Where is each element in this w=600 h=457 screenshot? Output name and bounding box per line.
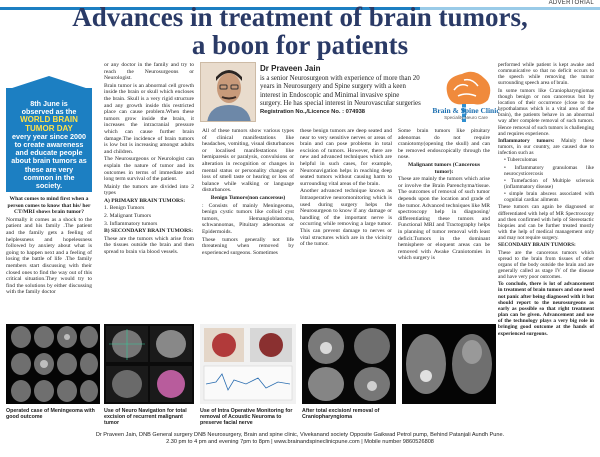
subheading: Malignant tumors (Cancerous tumor): xyxy=(408,161,480,175)
doctor-photo xyxy=(200,62,256,122)
paragraph: These are the tumors which arise from the tissues outside the brain and then spread to brain via blood vessels. xyxy=(104,235,194,256)
paragraph: The Neurosurgeons or Neurologist can explain the nature of tumor and its outcomes in terms of immediate and long term survival of the patient. xyxy=(104,156,194,183)
list-item-text: Tuberculomas xyxy=(507,157,538,164)
advertorial-label: ADVERTORIAL xyxy=(548,0,594,6)
image-caption-3: Use of Intra Operative Monitoring for removal of Acoustic Neuroma to preserve facial nerve xyxy=(200,408,293,427)
footer-address: Dr Praveen Jain, DNB General surgery DNB Neurosurgery, Brain and spine clinic, Vivekanand society Opposite Gaikwad Petrol pump, Behind Patanjali Aundh Pune. xyxy=(95,432,505,438)
paragraph: performed while patient is kept awake and communicative so that no deficit occurs to the speech while removing the tumor surrounding speech area of brain. xyxy=(498,62,594,87)
list-item-text: Inflammatory granulomas like neurocysticercosis xyxy=(504,164,594,177)
list-item: • simple brain abscess associated with cognitial cardiac ailments xyxy=(504,191,595,204)
paragraph: Mainly the tumors are divided into 2 types xyxy=(104,183,194,197)
list-item: • Tumefaction of Multiple sclerosis (inflammatory disease) xyxy=(504,177,594,190)
mri-scan-image-1 xyxy=(6,324,100,404)
list-item: • Inflammatory granulomas like neurocysticercosis xyxy=(504,164,594,177)
subheading: A) PRIMARY BRAIN TUMORS: xyxy=(104,197,186,204)
intraoperative-monitoring-icon xyxy=(200,324,296,404)
paragraph: Some brain tumors like pituitary adenomas do not require craniotomy(opening the skull) and can be removed endoscopically through the nose. xyxy=(398,128,490,161)
list-item: 1. Benign Tumors xyxy=(104,205,145,212)
mri-scan-image-2 xyxy=(104,324,194,404)
logo-title: Brain & Spine Clinic xyxy=(432,106,500,115)
footer-contact xyxy=(0,432,600,446)
paragraph: In some tumors like Craniopharyngiomas though benign or non cancerous but by location of their occurrence (close to the hypothalamus which is a vital area of the brain), the patients behave in an abnormal way after complete removal of such tumors. Hence removal of such tumors is challenging and requires experience. xyxy=(498,87,594,137)
paragraph: These are mainly the tumors which arise or involve the Brain Parenchyma/tissue. The outcomes of removal of such tumor depends upon the location and grade of the tumor. Advanced techniques like MR spectroscopy help in diagnosing/ differentiating these tumors and Functional MRI and Tractography helps in planning of tumor removal with least deficit.Tumors in the dominant hemisphere or eloquent areas can be removed with Awake Craniotomies in which surgery is xyxy=(398,176,490,262)
paragraph: these benign tumors are deep seated and near to very sensitive nerves or areas of brain and can pose problems in total excision of tumors. However, there are new and advanced techniques which are helpful in such cases, for example, Neuronavigation helps in reaching deep seated tumors without causing harm to surrounding vital areas of the brain. xyxy=(300,128,392,187)
logo-subtitle: Speciality Neuro Care xyxy=(444,115,488,120)
article-column-6 xyxy=(498,62,594,338)
article-column-2 xyxy=(104,62,194,257)
awareness-line-4: every year since 2000 to create awareness and educate people about brain tumors as these are very common in the society. xyxy=(11,131,87,191)
mri-sagittal-icon xyxy=(302,324,396,404)
list-item: 2. Malignant Tumors xyxy=(104,213,152,220)
doctor-registration: Registration No.,/Licence No. : 074938 xyxy=(260,109,366,116)
column-question: What comes to mind first when a person comes to know that his/ her CT/MRI shows brain tumor? xyxy=(7,196,91,216)
doctor-name: Dr Praveen Jain xyxy=(260,64,321,73)
awareness-highlight: WORLD BRAIN TUMOR DAY xyxy=(20,115,78,133)
paragraph: Normally it comes as a shock to the patient and his family .The patient and the family gets a feeling of helplessness and hopelessness followed by anxiety about what is going to happen next and a feeling of losing the battle of life .The family members start discussing with their closed ones to find the way out of this critical situation.They would try to find the solutions by either discussing with the family doctor xyxy=(6,216,92,296)
title-line-2: a boon for patients xyxy=(191,30,409,60)
doctor-bio-text: is a senior Neurosurgeon with experience of more than 20 years in Neurosurgery and Spine surgery with a keen interest in Endoscopic and Minimal invasive spine surgery. He has special interest in Neurovascular surgeries xyxy=(260,75,421,107)
awareness-line-2: observed as the xyxy=(21,107,77,117)
paragraph: : Consists of mainly Meningeoma, benign cystic tumors like colloid cyst tumors, Hemangioblastoma, schwannomas, Pituitary adenomas or Epidermoids. xyxy=(202,202,294,235)
subheading: SECONDARY BRAIN TUMORS: xyxy=(498,242,576,249)
subheading: Benign Tumors(non cancerous) xyxy=(210,194,286,201)
paragraph: These are the cancerous tumors which spread to the brain from tissues of other organs of the body outside the brain and are generally called as stage IV of the disease and have very poor outcomes. xyxy=(498,249,594,281)
image-caption-4: After total excision/ removal of Craniopharyngioma xyxy=(302,408,380,421)
paragraph: All of these tumors show various types of clinical manifestations like headaches, vomiting, visual disturbances or localised manifestations like hemiparesis or paralysis, convulsions or alteration in recognition or changes in mental status or personality changes or loss of smell taste or hearing or loss of balance while walking or language disturbances. xyxy=(202,128,294,194)
paragraph: Brain tumor is an abnormal cell growth inside the brain or skull which encloses the brain. Skull is a very rigid structure and any growth inside this restricted place can cause problem.When these tumors grow inside the brain, it increases the intracranial pressure which can cause further brain damage.The incidence of brain tumors is low but is increasing amongst adults and children. xyxy=(104,82,194,155)
title-line-1: Advances in treatment of brain tumors, xyxy=(72,2,528,32)
mri-grid-icon xyxy=(6,324,100,404)
neuronavigation-icon xyxy=(104,324,194,404)
awareness-line-1: 8th June is xyxy=(30,99,68,108)
footer-hours-contact: 2.30 pm to 4 pm and evening 7pm to 8pm | www.brainandspineclinicpune.com | Mobile number 9860526808 xyxy=(166,439,434,445)
paragraph: These tumors can again be diagnosed or differentiated with help of MR Spectroscopy and then confirmed with help of Stereotactic biopsies and can be further treated mostly with the help of medical management only and may not require surgery. xyxy=(498,204,594,242)
paragraph: Mainly these tumors, in our country, are caused due to infection such as xyxy=(498,137,594,157)
paragraph: or any doctor in the family and try to reach the Neurosurgeons or Neurologist. xyxy=(104,62,194,82)
mri-scan-image-3 xyxy=(302,324,396,404)
conclusion: To conclude, there is lot of advancement in treatment of brain tumors and one need not panic after being diagnosed with it but should report to the neurosurgeons as early as possible so that right treatment plan can be given. Advancement and use of the technology plays a very big role in bringing good outcome at the hands of experienced surgeons. xyxy=(498,281,594,337)
doctor-bio xyxy=(260,75,422,116)
paragraph: These tumors generally not life threatening when removed by experienced surgeons. Sometimes xyxy=(202,236,294,256)
article-column-3 xyxy=(202,128,294,257)
subheading: B) SECONDARY BRAIN TUMORS: xyxy=(104,228,194,235)
list-item-text: Tumefaction of Multiple sclerosis (inflammatory disease) xyxy=(504,177,594,190)
list-item-text: simple brain abscess associated with cognitial cardiac ailments xyxy=(504,191,595,204)
awareness-box xyxy=(6,88,92,192)
mri-craniopharyngioma-icon xyxy=(402,324,496,404)
article-column-5 xyxy=(398,128,490,263)
surgery-photo-image xyxy=(200,324,296,404)
article-column-1 xyxy=(6,196,92,297)
article-column-4 xyxy=(300,128,392,249)
image-caption-1: Operated case of Meningeoma with good outcome xyxy=(6,408,95,421)
page-title xyxy=(0,3,600,59)
list-item: • Tuberculomas xyxy=(504,157,538,164)
subheading: Inflammatory tumors: xyxy=(498,137,555,144)
image-caption-2: Use of Neuro Navigation for total excision of recurrent malignant tumor xyxy=(104,408,187,427)
paragraph: Another advanced technique known as Intraoperative neuromonitoring which is used during surgery helps the Neurosurgeon to know if any damage or handling of the important nerve is occurring while removing a large tumor. This can prevent damage to nerves or vital structures which are in the vicinity of the tumor. xyxy=(300,188,392,248)
list-item: 3. Inflammatory tumors xyxy=(104,220,158,227)
mri-scan-image-4 xyxy=(402,324,496,404)
doctor-portrait-icon xyxy=(201,63,256,122)
